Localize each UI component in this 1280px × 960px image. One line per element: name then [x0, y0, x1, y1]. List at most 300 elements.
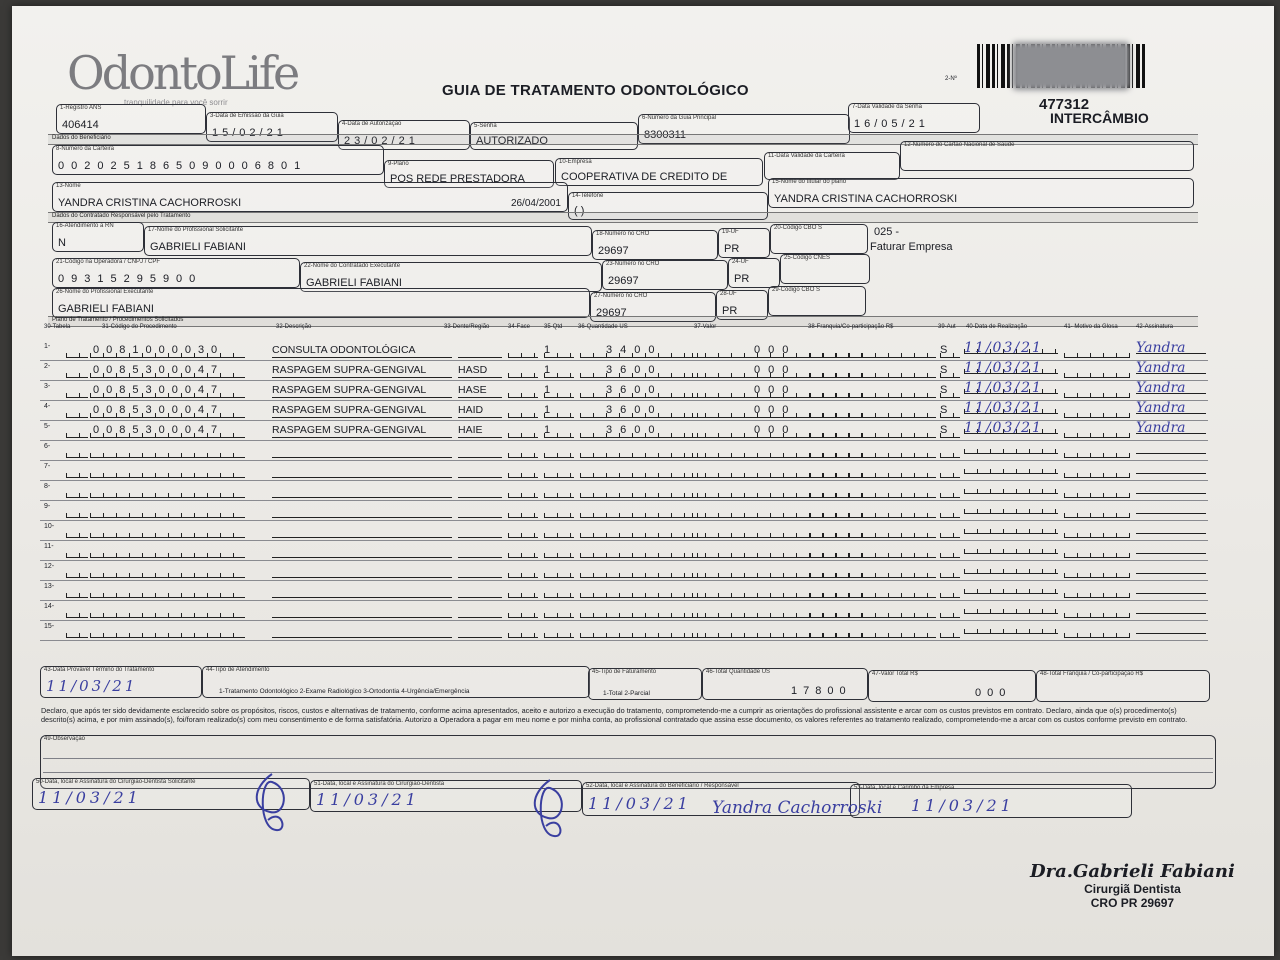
cell-us — [580, 524, 710, 538]
cell-qtd — [544, 444, 574, 458]
stamp-role: Cirurgiã Dentista — [1084, 882, 1181, 896]
cell-face — [508, 624, 538, 638]
cell-code — [90, 624, 245, 638]
row-number: 12- — [44, 563, 55, 570]
field-label: 44-Tipo de Atendimento — [206, 667, 270, 673]
field-label: 9-Plano — [388, 161, 409, 167]
field-total-us — [702, 668, 868, 700]
cell-desc: RASPAGEM SUPRA-GENGIVAL — [272, 424, 452, 438]
cell-sign: Yandra — [1136, 400, 1206, 414]
field-label: 1-Registro ANS — [60, 105, 102, 111]
cell-desc — [272, 584, 452, 598]
cell-date — [964, 560, 1058, 574]
cell-aut — [940, 624, 960, 638]
cell-qtd — [544, 584, 574, 598]
cell-sign — [1136, 440, 1206, 454]
cell-region: HASD — [458, 364, 502, 378]
cell-desc — [272, 484, 452, 498]
field-label: 19-UF — [722, 229, 739, 235]
cell-glosa — [1064, 424, 1130, 438]
field-value: 11/03/21 — [588, 794, 692, 813]
cell-aut — [940, 524, 960, 538]
cell-region: HASE — [458, 384, 502, 398]
guide-sheet — [12, 6, 1274, 956]
field-numero-carteira — [52, 145, 384, 175]
obs-line — [43, 772, 1213, 773]
col-franquia: 38-Franquia/Co-participação R$ — [808, 324, 894, 330]
field-value: N — [58, 237, 66, 249]
cell-us: 3600 — [580, 404, 710, 418]
field-value: 8300311 — [644, 129, 687, 141]
cell-region — [458, 484, 502, 498]
row-number: 7- — [44, 463, 51, 470]
cell-glosa — [1064, 444, 1130, 458]
row-number: 2- — [44, 363, 51, 370]
cell-tab — [66, 424, 88, 438]
procedure-row — [40, 440, 1208, 461]
cell-date: 11/03/21 — [964, 420, 1058, 434]
procedure-row — [40, 380, 1208, 401]
cell-code: 0085300047 — [90, 384, 245, 398]
cell-aut: S — [940, 424, 960, 438]
beneficiary-signature: Yandra Cachorroski — [712, 798, 883, 818]
field-value: YANDRA CRISTINA CACHORROSKI — [774, 193, 958, 205]
row-number: 4- — [44, 403, 51, 410]
field-value: 29697 — [608, 275, 639, 287]
cell-glosa — [1064, 364, 1130, 378]
field-label: 28-UF — [720, 291, 737, 297]
cell-glosa — [1064, 504, 1130, 518]
field-label: 10-Empresa — [559, 159, 592, 165]
cell-tab — [66, 444, 88, 458]
cell-date — [964, 580, 1058, 594]
field-label: 14-Telefone — [572, 193, 604, 199]
cell-qtd — [544, 464, 574, 478]
cell-valor: 000 — [692, 424, 864, 438]
field-uf-solicitante — [718, 228, 770, 258]
field-value: COOPERATIVA DE CREDITO DE — [561, 171, 728, 183]
cell-tab — [66, 584, 88, 598]
procedure-row — [40, 340, 1208, 361]
cell-glosa — [1064, 584, 1130, 598]
cell-date — [964, 500, 1058, 514]
cell-code — [90, 524, 245, 538]
cell-us — [580, 444, 710, 458]
cell-face — [508, 604, 538, 618]
cell-franquia — [810, 344, 936, 358]
field-registro-ans — [56, 104, 206, 134]
cell-region — [458, 524, 502, 538]
cell-aut: S — [940, 344, 960, 358]
field-value: AUTORIZADO — [476, 135, 548, 147]
obs-line — [43, 758, 1213, 759]
cell-code — [90, 484, 245, 498]
cell-sign: Yandra — [1136, 360, 1206, 374]
guide-number-label: 2-Nº — [945, 76, 957, 82]
cell-code — [90, 444, 245, 458]
cell-face — [508, 344, 538, 358]
procedure-row — [40, 460, 1208, 481]
field-validade-carteira — [764, 152, 900, 180]
row-number: 9- — [44, 503, 51, 510]
field-atendimento-rn — [52, 222, 144, 252]
field-label: 8-Número da Carteira — [56, 146, 115, 152]
cell-tab — [66, 544, 88, 558]
col-dente: 33-Dente/Região — [444, 324, 490, 330]
field-label: 48-Total Franquia / Co-participação R$ — [1040, 671, 1144, 677]
cell-qtd — [544, 544, 574, 558]
field-label: 51-Data, local e Assinatura do Cirurgião-Dentista — [314, 781, 445, 787]
cell-franquia — [810, 444, 936, 458]
cell-region — [458, 624, 502, 638]
cell-desc — [272, 524, 452, 538]
cell-glosa — [1064, 464, 1130, 478]
cell-sign — [1136, 480, 1206, 494]
cell-sign — [1136, 520, 1206, 534]
cell-glosa — [1064, 344, 1130, 358]
field-cnes — [780, 254, 870, 284]
cell-sign — [1136, 620, 1206, 634]
cell-face — [508, 544, 538, 558]
field-tipo-faturamento — [588, 668, 702, 700]
cell-qtd — [544, 484, 574, 498]
col-aut: 39-Aut — [938, 324, 956, 330]
cell-glosa — [1064, 524, 1130, 538]
cell-tab — [66, 604, 88, 618]
field-validade-senha — [848, 103, 980, 133]
cell-us: 3400 — [580, 344, 710, 358]
field-value: POS REDE PRESTADORA — [390, 173, 525, 185]
field-label: 7-Data Validade da Senha — [852, 104, 922, 110]
field-label: 50-Data, local e Assinatura do Cirurgião-Dentista Solicitante — [36, 779, 196, 785]
col-face: 34-Face — [508, 324, 531, 330]
cell-franquia — [810, 404, 936, 418]
row-number: 11- — [44, 543, 54, 550]
field-label: 26-Nome do Profissional Executante — [56, 289, 154, 295]
note-faturar-empresa: Faturar Empresa — [870, 241, 953, 253]
cell-aut — [940, 604, 960, 618]
field-value: 0020251865090006801 — [58, 160, 308, 172]
cell-franquia — [810, 364, 936, 378]
field-cro-executante — [602, 260, 728, 290]
field-cbo-solicitante — [770, 224, 868, 254]
field-label: 21-Código na Operadora / CNPJ / CPF — [56, 259, 161, 265]
field-uf-executante — [728, 258, 780, 288]
cell-us — [580, 624, 710, 638]
procedure-row — [40, 580, 1208, 601]
cell-region: HAIE — [458, 424, 502, 438]
logo-tagline: tranquilidade para você sorrir — [124, 98, 228, 107]
cell-region — [458, 564, 502, 578]
stamp-cro: CRO PR 29697 — [1090, 896, 1175, 910]
field-value: 1-Tratamento Odontológico 2-Exame Radiológico 3-Ortodontia 4-Urgência/Emergência — [219, 688, 470, 695]
cell-sign — [1136, 500, 1206, 514]
field-value: 23/02/21 — [344, 135, 419, 147]
cell-tab — [66, 624, 88, 638]
cell-franquia — [810, 504, 936, 518]
field-label: 15-Nome do titular do plano — [772, 179, 847, 185]
cell-desc — [272, 624, 452, 638]
field-cbo-profissional — [768, 286, 866, 316]
cell-franquia — [810, 624, 936, 638]
field-label: 46-Total Quantidade US — [706, 669, 771, 675]
cell-franquia — [810, 544, 936, 558]
cell-tab — [66, 384, 88, 398]
field-value: ( ) — [574, 205, 585, 217]
cell-aut — [940, 504, 960, 518]
cell-face — [508, 504, 538, 518]
field-value: 15/02/21 — [212, 127, 287, 139]
field-label: 11-Data Validade da Carteira — [768, 153, 845, 159]
cell-sign: Yandra — [1136, 380, 1206, 394]
field-label: 45-Tipo de Faturamento — [592, 669, 657, 675]
cell-sign — [1136, 580, 1206, 594]
procedure-row — [40, 360, 1208, 381]
cell-face — [508, 464, 538, 478]
field-value: GABRIELI FABIANI — [306, 277, 402, 289]
cell-us: 3600 — [580, 384, 710, 398]
procedure-row — [40, 500, 1208, 521]
cell-code: 0085300047 — [90, 424, 245, 438]
cell-tab — [66, 344, 88, 358]
field-value: 29697 — [598, 245, 629, 257]
cell-valor: 000 — [692, 384, 864, 398]
procedure-row — [40, 560, 1208, 581]
cell-region — [458, 444, 502, 458]
cell-desc — [272, 544, 452, 558]
cell-code — [90, 584, 245, 598]
field-valor-total — [868, 670, 1036, 702]
cell-us — [580, 564, 710, 578]
section-procedimentos: Plano de Tratamento / Procedimentos Solicitados — [48, 316, 1198, 327]
field-value: 000 — [975, 687, 1012, 699]
cell-date — [964, 520, 1058, 534]
procedure-row — [40, 540, 1208, 561]
cell-valor: 000 — [692, 404, 864, 418]
cell-code — [90, 604, 245, 618]
cell-aut: S — [940, 384, 960, 398]
field-value: PR — [734, 273, 750, 285]
field-profissional-executante — [52, 288, 590, 318]
cell-sign — [1136, 540, 1206, 554]
cell-glosa — [1064, 604, 1130, 618]
cell-desc: RASPAGEM SUPRA-GENGIVAL — [272, 384, 452, 398]
field-label: 6-Número da Guia Principal — [642, 115, 717, 121]
field-value: 11/03/21 — [38, 788, 142, 807]
cell-region — [458, 604, 502, 618]
col-descricao: 32-Descrição — [276, 324, 312, 330]
cell-tab — [66, 484, 88, 498]
document-title: GUIA DE TRATAMENTO ODONTOLÓGICO — [442, 82, 749, 99]
field-value: 17800 — [791, 685, 852, 697]
cell-glosa — [1064, 404, 1130, 418]
field-total-franquia — [1036, 670, 1210, 702]
cell-face — [508, 424, 538, 438]
row-number: 6- — [44, 443, 51, 450]
field-label: 43-Data Provável Término do Tratamento — [44, 667, 155, 673]
field-label: 17-Nome do Profissional Solicitante — [148, 227, 244, 233]
cell-us — [580, 584, 710, 598]
col-qtd: 35-Qtd — [544, 324, 563, 330]
procedures-table — [40, 324, 1208, 661]
cell-franquia — [810, 464, 936, 478]
cell-qtd: 1 — [544, 404, 574, 418]
field-label: 53-Data, local e Carimbo da Empresa — [854, 785, 955, 791]
cell-date — [964, 540, 1058, 554]
row-number: 14- — [44, 603, 55, 610]
cell-aut — [940, 544, 960, 558]
field-value: PR — [722, 305, 738, 317]
procedure-row — [40, 480, 1208, 501]
field-cartao-nacional — [900, 141, 1194, 171]
field-value: YANDRA CRISTINA CACHORROSKI — [58, 197, 242, 209]
cell-us — [580, 604, 710, 618]
cell-region — [458, 504, 502, 518]
declaration-text: Declaro, que após ter sido devidamente esclarecido sobre os propósitos, riscos, custos e alternativas de tratamento, conforme acima apresentados, aceito e autorizo a execução do tratamento, comprometendo-me a cumprir as orientações do profissional assistente e arcar com os custos previstos em contrato. Declaro, ainda que o(s) procedimento(s) descrito(s) acima, e por mim assinado(s), foi/foram realizado(s) com meu consentimento e de forma satisfatória. Autorizo a Operadora a pagar em meu nome e por minha conta, ao profissional contratado que assina esse documento, os valores referentes ao tratamento realizado, comprometendo-me a arcar com os custos conforme previsto em contrato. — [41, 706, 1188, 724]
cell-qtd — [544, 624, 574, 638]
cell-franquia — [810, 484, 936, 498]
cell-face — [508, 484, 538, 498]
cell-us — [580, 484, 710, 498]
signature-dentista-icon — [520, 774, 580, 844]
cell-date: 11/03/21 — [964, 360, 1058, 374]
cell-region — [458, 344, 502, 358]
cell-date — [964, 480, 1058, 494]
field-value: 09315295900 — [58, 273, 203, 285]
field-value: 29697 — [596, 307, 627, 319]
note-code: 025 - — [874, 226, 900, 238]
cell-qtd — [544, 524, 574, 538]
cell-tab — [66, 464, 88, 478]
cell-region — [458, 464, 502, 478]
cell-franquia — [810, 524, 936, 538]
cell-us — [580, 544, 710, 558]
cell-us: 3600 — [580, 364, 710, 378]
row-number: 13- — [44, 583, 55, 590]
cell-date — [964, 600, 1058, 614]
cell-code: 0081000030 — [90, 344, 245, 358]
cell-code — [90, 464, 245, 478]
birth-date: 26/04/2001 — [510, 198, 561, 209]
signature-solicitante-icon — [242, 768, 302, 838]
field-codigo-operadora — [52, 258, 300, 288]
field-carimbo-empresa — [850, 784, 1132, 818]
procedure-row — [40, 600, 1208, 621]
cell-date — [964, 620, 1058, 634]
cell-qtd — [544, 564, 574, 578]
row-number: 5- — [44, 423, 51, 430]
field-value: PR — [724, 243, 740, 255]
cell-code: 0085300047 — [90, 364, 245, 378]
col-tabela: 30-Tabela — [44, 324, 71, 330]
field-label: 13-Nome — [56, 183, 81, 189]
cell-code — [90, 504, 245, 518]
row-number: 3- — [44, 383, 51, 390]
cell-face — [508, 444, 538, 458]
field-label: 23-Número no CRO — [606, 261, 660, 267]
cell-us: 3600 — [580, 424, 710, 438]
guide-type: INTERCÂMBIO — [1050, 110, 1149, 126]
procedure-row — [40, 420, 1208, 441]
cell-qtd: 1 — [544, 424, 574, 438]
cell-sign: Yandra — [1136, 420, 1206, 434]
cell-aut — [940, 464, 960, 478]
cell-desc — [272, 604, 452, 618]
field-nome — [52, 182, 568, 212]
section-beneficiario: Dados do Beneficiário — [48, 134, 1198, 145]
col-glosa: 41- Motivo da Glosa — [1064, 324, 1118, 330]
field-label: 27-Número no CRO — [594, 293, 648, 299]
cell-us — [580, 504, 710, 518]
cell-qtd: 1 — [544, 384, 574, 398]
cell-aut — [940, 584, 960, 598]
cell-date — [964, 460, 1058, 474]
cell-franquia — [810, 584, 936, 598]
cell-code — [90, 544, 245, 558]
cell-aut — [940, 444, 960, 458]
cell-franquia — [810, 564, 936, 578]
cell-region — [458, 584, 502, 598]
company-logo: OdontoLife — [67, 46, 298, 100]
cell-valor: 000 — [692, 364, 864, 378]
cell-desc — [272, 564, 452, 578]
cell-aut — [940, 564, 960, 578]
cell-desc: CONSULTA ODONTOLÓGICA — [272, 344, 452, 358]
procedure-row — [40, 520, 1208, 541]
cell-region: HAID — [458, 404, 502, 418]
cell-face — [508, 524, 538, 538]
field-termino-tratamento — [40, 666, 202, 698]
cell-franquia — [810, 424, 936, 438]
field-value: 11/03/21 — [911, 796, 1015, 815]
cell-us — [580, 464, 710, 478]
cell-date — [964, 440, 1058, 454]
field-label: 47-Valor Total R$ — [872, 671, 918, 677]
field-value: 1-Total 2-Parcial — [603, 690, 650, 697]
field-label: 12-Número do Cartão Nacional de Saúde — [904, 142, 1015, 148]
cell-code — [90, 564, 245, 578]
cell-desc — [272, 444, 452, 458]
row-number: 10- — [44, 523, 55, 530]
cell-sign — [1136, 600, 1206, 614]
cell-qtd — [544, 604, 574, 618]
cell-franquia — [810, 604, 936, 618]
cell-desc — [272, 464, 452, 478]
cell-glosa — [1064, 564, 1130, 578]
field-label: 16-Atendimento a RN — [56, 223, 114, 229]
cell-aut — [940, 484, 960, 498]
cell-region — [458, 544, 502, 558]
cell-face — [508, 584, 538, 598]
field-label: 3-Data de Emissão da Guia — [210, 113, 284, 119]
cell-tab — [66, 364, 88, 378]
cell-date: 11/03/21 — [964, 400, 1058, 414]
field-label: 29-Código CBO S — [772, 287, 821, 293]
cell-desc — [272, 504, 452, 518]
field-cro-solicitante — [592, 230, 718, 260]
col-data: 40-Data de Realização — [966, 324, 1028, 330]
col-valor: 37-Valor — [694, 324, 717, 330]
cell-desc: RASPAGEM SUPRA-GENGIVAL — [272, 364, 452, 378]
field-label: 52-Data, local e Assinatura do Beneficiário / Responsável — [586, 783, 739, 789]
field-label: 24-UF — [732, 259, 749, 265]
field-value: 406414 — [62, 119, 99, 131]
cell-glosa — [1064, 544, 1130, 558]
cell-valor: 000 — [692, 344, 864, 358]
field-label: 4-Data de Autorização — [342, 121, 402, 127]
col-qtd-us: 36-Quantidade US — [578, 324, 628, 330]
cell-date: 11/03/21 — [964, 380, 1058, 394]
